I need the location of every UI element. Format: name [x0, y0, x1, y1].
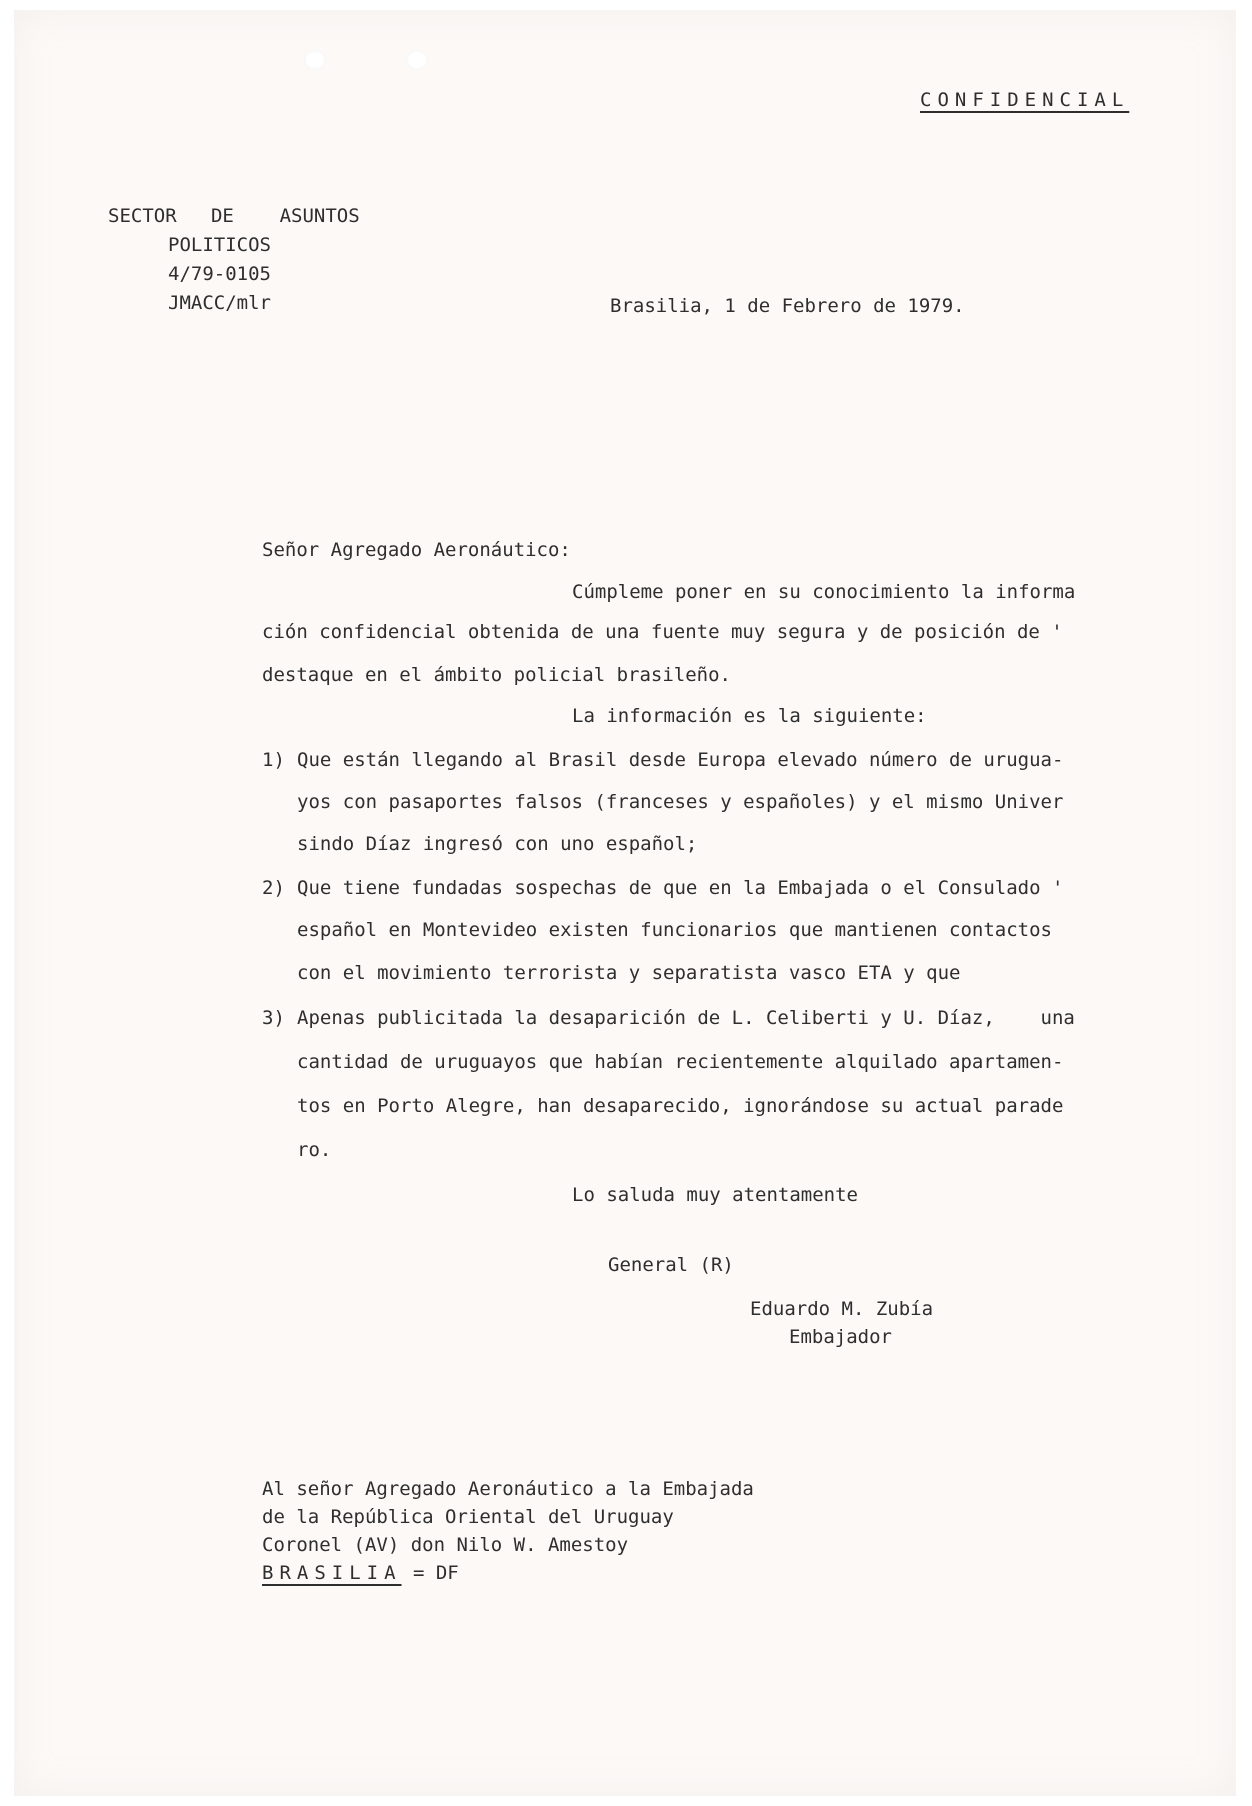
reference-sector: SECTOR DE ASUNTOS: [108, 205, 360, 227]
list-item-2-number: 2): [262, 877, 285, 899]
closing-line: Lo saluda muy atentamente: [572, 1184, 858, 1206]
list-item-1-line-3: sindo Díaz ingresó con uno español;: [297, 833, 698, 855]
addressee-line-3: Coronel (AV) don Nilo W. Amestoy: [262, 1534, 629, 1556]
list-item-2-line-2: español en Montevideo existen funcionarios que mantienen contactos: [297, 919, 1052, 941]
salutation: Señor Agregado Aeronáutico:: [262, 539, 571, 561]
intro-line-1: Cúmpleme poner en su conocimiento la informa: [572, 581, 1076, 603]
list-item-3-line-4: ro.: [297, 1139, 332, 1161]
addressee-city: BRASILIA: [262, 1562, 402, 1584]
list-item-3-line-1: Apenas publicitada la desaparición de L. Celiberti y U. Díaz, una: [297, 1007, 1075, 1029]
list-item-3-line-3: tos en Porto Alegre, han desaparecido, ignorándose su actual parade: [297, 1095, 1064, 1117]
addressee-city-line: [262, 1562, 459, 1584]
place-and-date: Brasilia, 1 de Febrero de 1979.: [610, 295, 965, 317]
signature-name: Eduardo M. Zubía: [750, 1298, 934, 1320]
reference-department: POLITICOS: [168, 234, 271, 256]
confidential-stamp: CONFIDENCIAL: [920, 89, 1130, 111]
signature-title: Embajador: [789, 1326, 892, 1348]
addressee-line-2: de la República Oriental del Uruguay: [262, 1506, 674, 1528]
list-item-3-number: 3): [262, 1007, 285, 1029]
reference-initials: JMACC/mlr: [168, 292, 271, 314]
list-lead: La información es la siguiente:: [572, 705, 927, 727]
list-item-1-line-2: yos con pasaportes falsos (franceses y españoles) y el mismo Univer: [297, 791, 1064, 813]
intro-line-2: ción confidencial obtenida de una fuente muy segura y de posición de ': [262, 621, 1063, 643]
punch-hole-right: [406, 50, 428, 70]
signature-rank: General (R): [608, 1254, 734, 1276]
addressee-city-suffix: = DF: [401, 1562, 459, 1584]
reference-file-number: 4/79-0105: [168, 263, 271, 285]
list-item-1-number: 1): [262, 749, 285, 771]
list-item-3-line-2: cantidad de uruguayos que habían recientemente alquilado apartamen-: [297, 1051, 1064, 1073]
addressee-line-1: Al señor Agregado Aeronáutico a la Embajada: [262, 1478, 754, 1500]
list-item-2-line-3: con el movimiento terrorista y separatista vasco ETA y que: [297, 962, 961, 984]
intro-line-3: destaque en el ámbito policial brasileño.: [262, 664, 731, 686]
list-item-2-line-1: Que tiene fundadas sospechas de que en la Embajada o el Consulado ': [297, 877, 1064, 899]
list-item-1-line-1: Que están llegando al Brasil desde Europa elevado número de urugua-: [297, 749, 1064, 771]
punch-hole-left: [304, 50, 326, 70]
